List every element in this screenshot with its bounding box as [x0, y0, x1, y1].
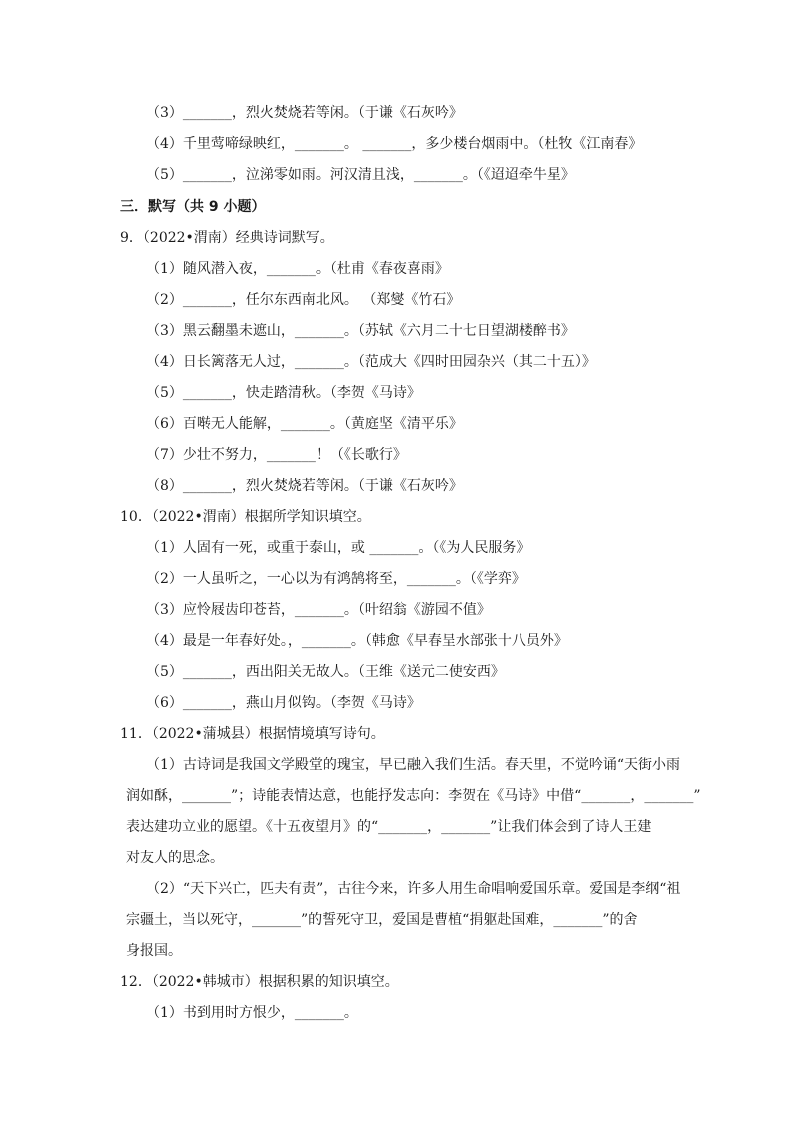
question-line: （1）古诗词是我国文学殿堂的瑰宝，早已融入我们生活。春天里，不觉吟诵“天街小雨 — [146, 757, 681, 773]
question-line: （1）随风潜入夜，_______。（杜甫《春夜喜雨》 — [146, 261, 449, 277]
section-heading: 三．默写（共 9 小题） — [120, 199, 266, 215]
question-line: （5）_______，泣涕零如雨。河汉清且浅，_______。（《迢迢牵牛星》 — [146, 167, 575, 183]
question-line: （2）“天下兴亡，匹夫有责”，古往今来，许多人用生命唱响爱国乐章。爱国是李纲“祖 — [146, 881, 681, 897]
question-heading: 12．（2022•韩城市）根据积累的知识填空。 — [120, 974, 399, 990]
question-line: 身报国。 — [126, 943, 182, 959]
question-line: （4）最是一年春好处。，_______。（韩愈《早春呈水部张十八员外》 — [146, 633, 568, 649]
question-line: （5）_______，西出阳关无故人。（王维《送元二使安西》 — [146, 664, 505, 680]
question-line: 表达建功立业的愿望。《十五夜望月》的“_______，_______”让我们体会到了诗人王建 — [126, 819, 652, 835]
question-line: （3）应怜屐齿印苍苔，_______。（叶绍翁《游园不值》 — [146, 602, 491, 618]
question-line: （4）日长篱落无人过，_______。（范成大《四时田园杂兴（其二十五）》 — [146, 354, 596, 370]
question-line: 润如酥，_______”；诗能表情达意，也能抒发志向：李贺在《马诗》中借“_______，_______” — [126, 788, 701, 804]
question-line: （2）一人虽听之，一心以为有鸿鹄将至，_______。（《学弈》 — [146, 571, 526, 587]
question-line: （4）千里莺啼绿映红，_______。 _______，多少楼台烟雨中。（杜牧《江南春》 — [146, 136, 643, 152]
question-line: （3）黑云翻墨未遮山，_______。（苏轼《六月二十七日望湖楼醉书》 — [146, 323, 575, 339]
question-line: （3）_______，烈火焚烧若等闲。（于谦《石灰吟》 — [146, 105, 463, 121]
question-heading: 9．（2022•渭南）经典诗词默写。 — [120, 230, 334, 246]
question-line: （5）_______，快走踏清秋。（李贺《马诗》 — [146, 385, 421, 401]
question-line: （6）_______，燕山月似钩。（李贺《马诗》 — [146, 695, 421, 711]
question-line: （6）百啭无人能解，_______。（黄庭坚《清平乐》 — [146, 416, 463, 432]
question-line: （2）_______，任尔东西南北风。 （郑燮《竹石》 — [146, 292, 461, 308]
question-line: （1）人固有一死，或重于泰山，或 _______。（《为人民服务》 — [146, 540, 531, 556]
question-heading: 10．（2022•渭南）根据所学知识填空。 — [120, 509, 371, 525]
question-heading: 11．（2022•蒲城县）根据情境填写诗句。 — [120, 726, 385, 742]
question-line: （8）_______，烈火焚烧若等闲。（于谦《石灰吟》 — [146, 478, 463, 494]
question-line: 宗疆土，当以死守，_______”的誓死守卫，爱国是曹植“捐躯赴国难，_______”的舍 — [126, 912, 638, 928]
question-line: （7）少壮不努力，_______！（《长歌行》 — [146, 447, 407, 463]
question-line: （1）书到用时方恨少，_______。 — [146, 1005, 358, 1021]
question-line: 对友人的思念。 — [126, 850, 224, 866]
